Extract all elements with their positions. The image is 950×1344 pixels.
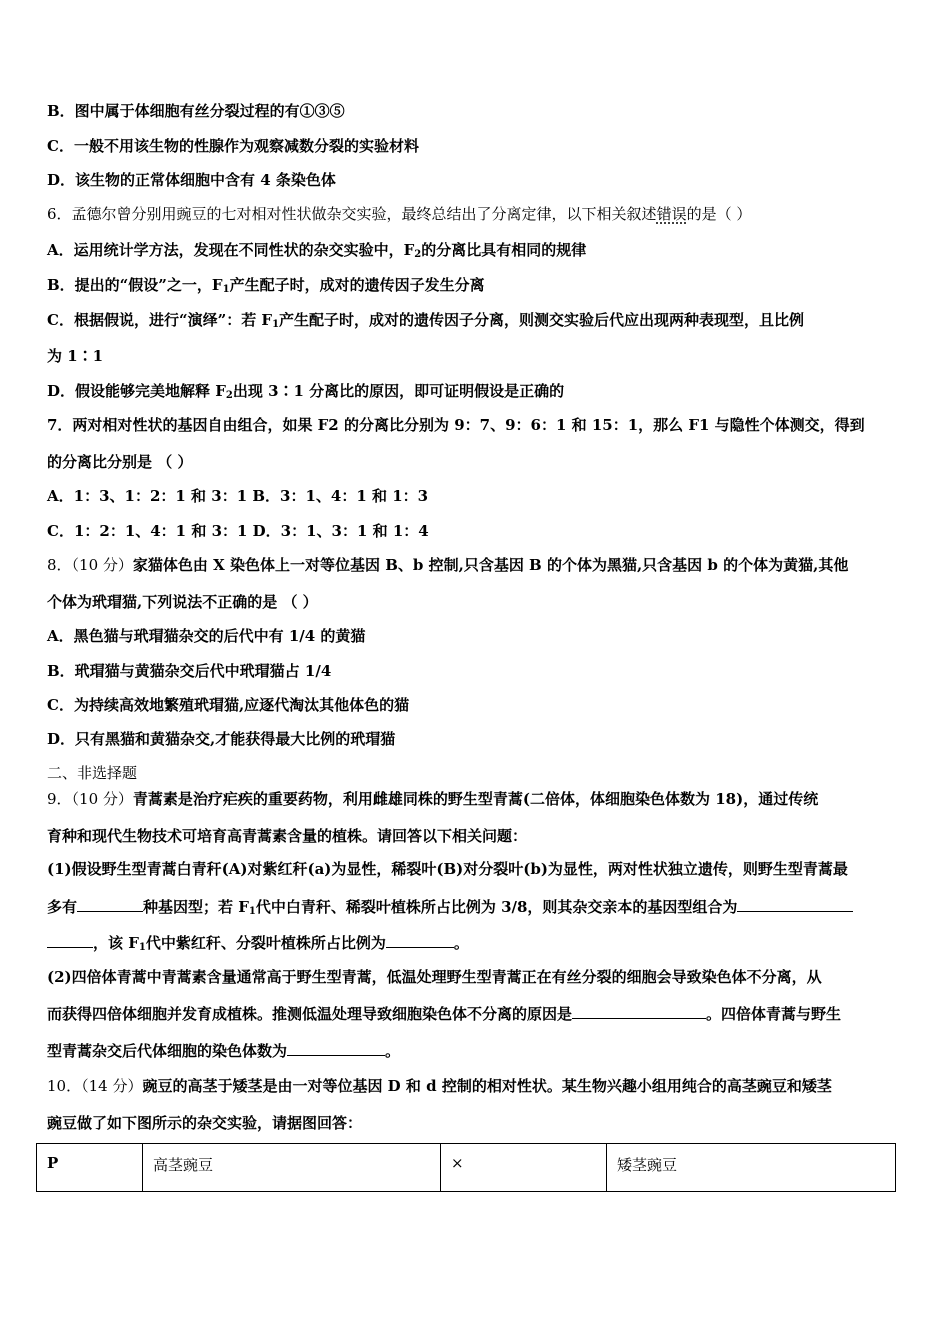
q6-option-c: C．根据假说，进行“演绎”：若 $F_1$产生配子时，成对的遗传因子分离，则测交实验后代应出现两种表现型，且比例 <box>47 311 805 330</box>
q5-option-c: C．一般不用该生物的性腺作为观察减数分裂的实验材料 <box>47 137 419 155</box>
q5-option-b: B．图中属于体细胞有丝分裂过程的有①③⑤ <box>47 102 345 120</box>
table-cell: 矮茎豌豆 <box>607 1144 896 1192</box>
q10-stem-line1: 10．（14 分）豌豆的高茎于矮茎是由一对等位基因 D 和 d 控制的相对性状。某生物兴趣小组用纯合的高茎豌豆和矮茎 <box>47 1077 832 1095</box>
q9-part1-line2: 多有 种基因型；若 $F_1$代中白青秆、稀裂叶植株所占比例为 3/8，则其杂交亲本的基因型组合为 <box>47 897 905 917</box>
q10-stem-line2: 豌豆做了如下图所示的杂交实验，请据图回答： <box>47 1114 363 1132</box>
table-row <box>37 1144 896 1192</box>
q9-part1-line1: (1)假设野生型青蒿白青秆(A)对紫红秆(a)为显性，稀裂叶(B)对分裂叶(b)为显性，两对性状独立遗传，则野生型青蒿最 <box>47 860 848 878</box>
q9-stem-line1: 9．（10 分）青蒿素是治疗疟疾的重要药物，利用雌雄同株的野生型青蒿(二倍体，体细胞染色体数为 18)，通过传统 <box>47 790 819 808</box>
answer-blank[interactable] <box>47 933 93 948</box>
q7-stem-line2: 的分离比分别是 （ ） <box>47 453 193 471</box>
emphasis-text: 错误 <box>656 205 687 223</box>
q7-options-cd: C．1：2：1、4：1 和 3：1 D．3：1、3：1 和 1：4 <box>47 522 429 540</box>
q8-option-b: B．玳瑁猫与黄猫杂交后代中玳瑁猫占 1/4 <box>47 662 332 680</box>
q9-part1-line3: ，该 $F_1$代中紫红秆、分裂叶植株所占比例为 。 <box>47 933 905 953</box>
q7-options-ab: A．1：3、1：2：1 和 3：1 B．3：1、4：1 和 1：3 <box>47 487 429 505</box>
q9-part2-line1: (2)四倍体青蒿中青蒿素含量通常高于野生型青蒿，低温处理野生型青蒿正在有丝分裂的细胞会导致染色体不分离，从 <box>47 968 822 986</box>
answer-blank[interactable] <box>386 933 454 948</box>
q9-part2-line2: 而获得四倍体细胞并发育成植株。推测低温处理导致细胞染色体不分离的原因是 。四倍体青蒿与野生 <box>47 1005 842 1023</box>
q6-option-c-cont: 为 1∶1 <box>47 347 104 365</box>
answer-blank[interactable] <box>287 1041 385 1056</box>
q8-option-c: C．为持续高效地繁殖玳瑁猫,应逐代淘汰其他体色的猫 <box>47 696 410 714</box>
q8-stem-line2: 个体为玳瑁猫,下列说法不正确的是 （ ） <box>47 593 318 611</box>
table-cell: 高茎豌豆 <box>143 1144 441 1192</box>
table-cell: × <box>441 1144 607 1192</box>
q6-option-b: B．提出的“假设”之一，$F_1$产生配子时，成对的遗传因子发生分离 <box>47 276 485 295</box>
q6-option-d: D．假设能够完美地解释 $F_2$出现 3∶1 分离比的原因，即可证明假设是正确的 <box>47 382 565 401</box>
q8-option-d: D．只有黑猫和黄猫杂交,才能获得最大比例的玳瑁猫 <box>47 730 396 748</box>
answer-blank[interactable] <box>737 897 853 912</box>
q9-part2-line3: 型青蒿杂交后代体细胞的染色体数为 。 <box>47 1042 401 1060</box>
q8-option-a: A．黑色猫与玳瑁猫杂交的后代中有 1/4 的黄猫 <box>47 627 366 645</box>
table-cell: P <box>37 1144 143 1192</box>
answer-blank[interactable] <box>77 897 143 912</box>
section-heading: 二、非选择题 <box>47 764 138 782</box>
answer-blank[interactable] <box>572 1004 706 1019</box>
q8-stem-line1: 8．（10 分）家猫体色由 X 染色体上一对等位基因 B、b 控制,只含基因 B 的个体为黑猫,只含基因 b 的个体为黄猫,其他 <box>47 556 849 574</box>
q9-stem-line2: 育种和现代生物技术可培育高青蒿素含量的植株。请回答以下相关问题： <box>47 827 528 845</box>
cross-table <box>36 1143 896 1192</box>
q7-stem-line1: 7．两对相对性状的基因自由组合，如果 F2 的分离比分别为 9：7、9：6：1 和 15：1，那么 F1 与隐性个体测交，得到 <box>47 416 865 434</box>
q6-option-a: A．运用统计学方法，发现在不同性状的杂交实验中，$F_2$的分离比具有相同的规律 <box>47 241 587 260</box>
q6-stem: 6．孟德尔曾分别用豌豆的七对相对性状做杂交实验，最终总结出了分离定律，以下相关叙述错误的是（ ） <box>47 205 752 223</box>
q5-option-d: D．该生物的正常体细胞中含有 4 条染色体 <box>47 171 336 189</box>
